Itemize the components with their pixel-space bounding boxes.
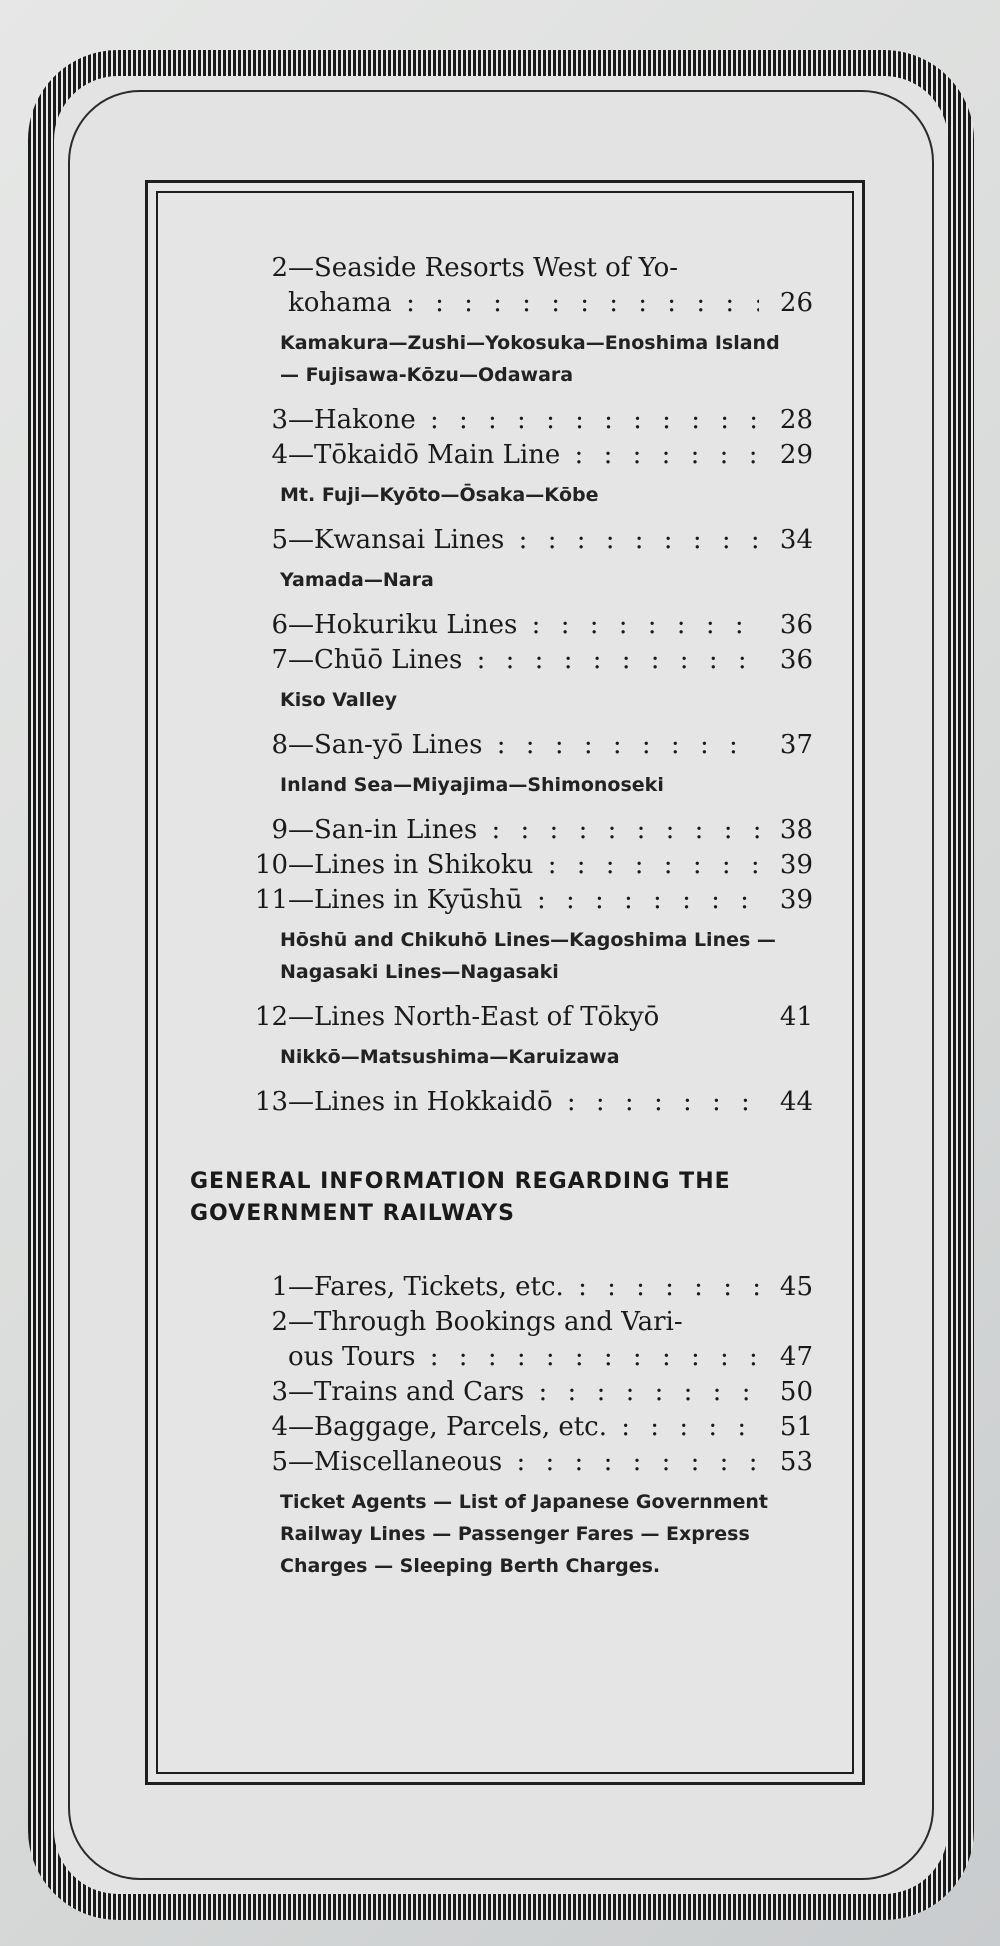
- toc-title: —Miscellaneous : : : : : : : : : : : : : : : : : : : : : : :: [288, 1445, 759, 1480]
- toc-title: —Tōkaidō Main Line : : : : : : : : : : : : : : : : : : : : : : :: [288, 438, 759, 473]
- toc-title: —Lines in Hokkaidō : : : : : : : : : : : : : : : : : : : : : : :: [288, 1085, 759, 1120]
- toc-entry: [218, 728, 813, 763]
- toc-entry: [218, 813, 813, 848]
- toc-number: 6: [271, 610, 288, 640]
- toc-title: —Seaside Resorts West of Yo-: [288, 253, 679, 283]
- toc-title: —Baggage, Parcels, etc. : : : : : : : : : : : : : : : : : : : : : : :: [288, 1410, 759, 1445]
- toc-entry: [218, 438, 813, 473]
- toc-title: —Hokuriku Lines : : : : : : : : : : : : : : : : : : : : : : :: [288, 608, 759, 643]
- toc-number: 13: [254, 1087, 288, 1117]
- toc-title: —Lines North-East of Tōkyō: [288, 1002, 660, 1032]
- toc-number: 4: [271, 1412, 288, 1442]
- toc-page: 51: [759, 1410, 813, 1445]
- toc-entry: [218, 403, 813, 438]
- toc-entry: [218, 608, 813, 643]
- toc-subentries: Kiso Valley: [280, 689, 397, 711]
- toc-entry-continued: [218, 1340, 813, 1375]
- toc-page: 36: [759, 608, 813, 643]
- toc-page: 45: [759, 1270, 813, 1305]
- toc-entry-continued: [218, 286, 813, 321]
- toc-entry: [218, 643, 813, 678]
- toc-entry: [218, 523, 813, 558]
- toc-title-continued: ous Tours : : : : : : : : : : : : : : : : : : : : : : :: [288, 1340, 759, 1375]
- toc-page: 44: [759, 1085, 813, 1120]
- toc-title: —Lines in Kyūshū : : : : : : : : : : : : : : : : : : : : : : :: [288, 883, 759, 918]
- toc-number: 5: [271, 525, 288, 555]
- toc-entry: [218, 1375, 813, 1410]
- toc-number: 3: [271, 1377, 288, 1407]
- toc-entry: [218, 1410, 813, 1445]
- toc-number: 12: [254, 1002, 288, 1032]
- toc-number: 2: [271, 253, 288, 283]
- toc-page: 39: [759, 883, 813, 918]
- toc-entry: [218, 1000, 813, 1035]
- toc-page: 41: [759, 1000, 813, 1035]
- toc-page: 53: [759, 1445, 813, 1480]
- toc-title: —Fares, Tickets, etc. : : : : : : : : : : : : : : : : : : : : : : :: [288, 1270, 759, 1305]
- toc-subentries: Mt. Fuji—Kyōto—Ōsaka—Kōbe: [280, 484, 599, 506]
- toc-entry: [218, 1445, 813, 1480]
- toc-number: 10: [254, 850, 288, 880]
- table-of-contents: [190, 251, 813, 1594]
- toc-subentries: Ticket Agents — List of Japanese Government Railway Lines — Passenger Fares — Express Charges — Sleeping Berth Charges.: [280, 1491, 768, 1577]
- toc-page: 37: [759, 728, 813, 763]
- toc-title: —Hakone : : : : : : : : : : : : : : : : : : : : : : :: [288, 403, 759, 438]
- toc-number: 3: [271, 405, 288, 435]
- toc-page: 47: [759, 1340, 813, 1375]
- section-heading: GENERAL INFORMATION REGARDING THE GOVERNMENT RAILWAYS: [190, 1169, 731, 1226]
- toc-subentries: Hōshū and Chikuhō Lines—Kagoshima Lines — Nagasaki Lines—Nagasaki: [280, 929, 776, 983]
- toc-page: 26: [759, 286, 813, 321]
- toc-entry: [218, 251, 813, 286]
- toc-number: 8: [271, 730, 288, 760]
- toc-number: 4: [271, 440, 288, 470]
- toc-page: 39: [759, 848, 813, 883]
- toc-subentries: Yamada—Nara: [280, 569, 434, 591]
- toc-page: 28: [759, 403, 813, 438]
- toc-page: 50: [759, 1375, 813, 1410]
- toc-number: 7: [271, 645, 288, 675]
- toc-title: —Through Bookings and Vari-: [288, 1307, 683, 1337]
- toc-number: 9: [271, 815, 288, 845]
- toc-title: —Trains and Cars : : : : : : : : : : : : : : : : : : : : : : :: [288, 1375, 759, 1410]
- toc-title: —San-in Lines : : : : : : : : : : : : : : : : : : : : : : :: [288, 813, 759, 848]
- toc-entry: [218, 1270, 813, 1305]
- toc-subentries: Kamakura—Zushi—Yokosuka—Enoshima Island — Fujisawa-Kōzu—Odawara: [280, 332, 780, 386]
- toc-number: 2: [271, 1307, 288, 1337]
- toc-page: 29: [759, 438, 813, 473]
- toc-entry: [218, 848, 813, 883]
- toc-number: 5: [271, 1447, 288, 1477]
- toc-page: 38: [759, 813, 813, 848]
- toc-title: —San-yō Lines : : : : : : : : : : : : : : : : : : : : : : :: [288, 728, 759, 763]
- toc-subentries: Inland Sea—Miyajima—Shimonoseki: [280, 774, 664, 796]
- toc-title: —Lines in Shikoku : : : : : : : : : : : : : : : : : : : : : : :: [288, 848, 759, 883]
- toc-page: 34: [759, 523, 813, 558]
- toc-number: 1: [271, 1272, 288, 1302]
- toc-title: —Chūō Lines : : : : : : : : : : : : : : : : : : : : : : :: [288, 643, 759, 678]
- toc-title-continued: kohama : : : : : : : : : : : : : : : : : : : : : : :: [288, 286, 759, 321]
- toc-page: 36: [759, 643, 813, 678]
- toc-entry: [218, 883, 813, 918]
- contents-frame: [145, 180, 865, 1785]
- toc-number: 11: [254, 885, 288, 915]
- toc-title: —Kwansai Lines : : : : : : : : : : : : : : : : : : : : : : :: [288, 523, 759, 558]
- toc-subentries: Nikkō—Matsushima—Karuizawa: [280, 1046, 620, 1068]
- toc-entry: [218, 1085, 813, 1120]
- toc-entry: [218, 1305, 813, 1340]
